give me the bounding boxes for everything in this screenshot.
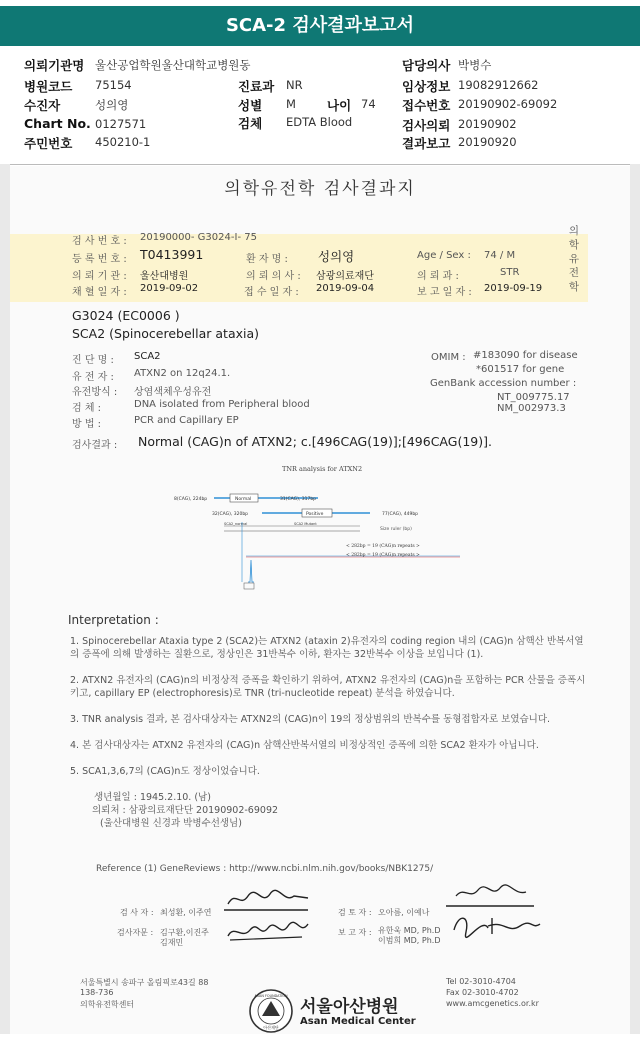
summary-value: 75154 bbox=[95, 78, 132, 92]
asan-foundation-seal bbox=[248, 988, 294, 1034]
normal-box-label: Normal bbox=[235, 497, 252, 502]
interpretation-item: 5. SCA1,3,6,7의 (CAG)n도 정상이었습니다. bbox=[70, 766, 260, 777]
tnr-label: 77(CAG), 449bp bbox=[382, 512, 419, 517]
collect-date: 2019-09-02 bbox=[140, 283, 199, 294]
age-sex: 74 / M bbox=[484, 250, 516, 261]
summary-label: 담당의사 bbox=[402, 58, 451, 73]
reviewer: 오아름, 이예나 bbox=[378, 908, 430, 917]
advisor-label: 검사자문 : bbox=[117, 928, 154, 937]
summary-label: 검체 bbox=[238, 116, 263, 131]
advisor-2: 김재민 bbox=[160, 938, 184, 947]
reviewer-signature bbox=[442, 882, 538, 912]
tester-label: 검 사 자 : bbox=[120, 908, 154, 917]
omim-gene: *601517 for gene bbox=[476, 364, 565, 375]
peak bbox=[248, 560, 254, 582]
report-date: 2019-09-19 bbox=[484, 283, 543, 294]
interpretation-item: 1. Spinocerebellar Ataxia type 2 (SCA2)는 ATXN2 (ataxin 2)유전자의 coding region 내의 (CAG)n 삼핵산 반복서열의 증폭에 의해 발생하는 질환으로, 정상인은 31반복수 이하, 환자는 32반복수 이상을 보입니다 (1). bbox=[70, 636, 584, 660]
summary-label: 의뢰기관명 bbox=[24, 58, 85, 73]
document-title: 의학유전학 검사결과지 bbox=[224, 179, 416, 199]
summary-value: 19082912662 bbox=[458, 78, 539, 92]
seal-bottom-text: 아산재단 bbox=[263, 1025, 279, 1030]
gene: ATXN2 on 12q24.1. bbox=[134, 368, 231, 379]
scan-edge-right bbox=[630, 164, 640, 1034]
method-label: 방 법 : bbox=[72, 419, 102, 430]
reporter-label: 보 고 자 : bbox=[338, 928, 372, 937]
scanned-report bbox=[10, 166, 630, 1034]
size-ruler-label: Size ruler (bp) bbox=[380, 527, 412, 532]
referrer: 의뢰처 : 삼광의료재단단 20190902-69092 bbox=[92, 805, 279, 816]
interpretation-heading: Interpretation : bbox=[68, 613, 159, 627]
tnr-label: 32(CAG), 320bp bbox=[212, 512, 249, 517]
summary-value: M bbox=[286, 97, 296, 111]
omim-label: OMIM : bbox=[431, 352, 466, 363]
collect-label: 채 혈 일 자 : bbox=[72, 287, 127, 298]
hospital-name-en: Asan Medical Center bbox=[300, 1016, 416, 1027]
gene-label: 유 전 자 : bbox=[72, 372, 114, 383]
summary-value: 0127571 bbox=[95, 117, 147, 131]
summary-label: 수진자 bbox=[24, 98, 61, 113]
summary-label: 병원코드 bbox=[24, 79, 73, 94]
ruler-normal-label: SCA2_normal bbox=[224, 522, 248, 526]
summary-value: EDTA Blood bbox=[286, 115, 353, 129]
reporter: 유한욱 MD, Ph.D bbox=[378, 926, 441, 935]
tester-signature bbox=[222, 886, 312, 916]
result-label: 검사결과 : bbox=[72, 440, 118, 451]
report-title: SCA-2 검사결과보고서 bbox=[0, 6, 640, 46]
genbank-nt: NT_009775.17 bbox=[497, 392, 570, 403]
tnr-title: TNR analysis for ATXN2 bbox=[282, 465, 363, 473]
summary-label: 임상정보 bbox=[402, 79, 451, 94]
birth-date: 생년월일 : 1945.2.10. (남) bbox=[94, 792, 211, 803]
advisor-signature bbox=[222, 916, 312, 946]
dx-label: 진 단 명 : bbox=[72, 355, 114, 366]
mode-label: 유전방식 : bbox=[72, 387, 118, 398]
summary-value: 20190920 bbox=[458, 135, 517, 149]
dx: SCA2 bbox=[134, 351, 161, 362]
summary-label: 성별 bbox=[238, 98, 263, 113]
summary-value: 성의영 bbox=[95, 98, 129, 112]
tester: 최성환, 이주연 bbox=[160, 908, 212, 917]
summary-label: Chart No. bbox=[24, 116, 91, 131]
summary-label: 검사의뢰 bbox=[402, 118, 451, 133]
interpretation-item: 4. 본 검사대상자는 ATXN2 유전자의 (CAG)n 삼핵산반복서열의 비정상적인 증폭에 의한 SCA2 환자가 아닙니다. bbox=[70, 740, 539, 751]
exam-no-label: 검 사 번 호 : bbox=[72, 236, 127, 247]
interpretation-item: 2. ATXN2 유전자의 (CAG)n의 비정상적 증폭을 확인하기 위하여, ATXN2 유전자의 (CAG)n을 포함하는 PCR 산물을 증폭시키고, capillary EP (electrophoresis)로 TNR (tri-nucleotide repeat) 분석을 하였습니다. bbox=[70, 675, 586, 699]
summary-label: 주민번호 bbox=[24, 136, 73, 151]
doctor: 삼광의료재단 bbox=[316, 271, 374, 282]
tnr-analysis-figure bbox=[170, 460, 480, 600]
advisor: 김구환,이진주 bbox=[160, 928, 209, 937]
method: PCR and Capillary EP bbox=[134, 415, 239, 426]
doctor-label: 의 뢰 의 사 : bbox=[246, 271, 301, 282]
summary-table bbox=[0, 54, 640, 160]
reviewer-label: 검 토 자 : bbox=[338, 908, 372, 917]
org-label: 의 뢰 기 관 : bbox=[72, 271, 127, 282]
interpretation bbox=[70, 614, 590, 830]
specimen-label: 검 체 : bbox=[72, 403, 102, 414]
specimen: DNA isolated from Peripheral blood bbox=[134, 399, 310, 410]
patient-name: 성의영 bbox=[318, 249, 355, 264]
test-name: SCA2 (Spinocerebellar ataxia) bbox=[72, 326, 260, 341]
divider bbox=[0, 164, 640, 165]
summary-value: 450210-1 bbox=[95, 135, 151, 149]
reporter-signature bbox=[448, 910, 544, 944]
website: www.amcgenetics.or.kr bbox=[446, 999, 539, 1008]
center-name: 의학유전학센터 bbox=[80, 1000, 135, 1009]
peak-marker bbox=[244, 583, 254, 589]
interpretation-item: 3. TNR analysis 결과, 본 검사대상자는 ATXN2의 (CAG)n이 19의 정상범위의 반복수를 동형접합자로 보였습니다. bbox=[70, 714, 551, 725]
genbank-nm: NM_002973.3 bbox=[497, 403, 566, 414]
genbank-label: GenBank accession number : bbox=[430, 378, 577, 389]
mode: 상염색체우성유전 bbox=[134, 387, 212, 398]
summary-value: NR bbox=[286, 78, 303, 92]
summary-value: 20190902-69092 bbox=[458, 97, 558, 111]
patient-label: 환 자 명 : bbox=[246, 254, 288, 265]
reference: Reference (1) GeneReviews : http://www.ncbi.nlm.nih.gov/books/NBK1275/ bbox=[96, 864, 434, 874]
reg-no-label: 등 록 번 호 : bbox=[72, 254, 127, 265]
receive-date: 2019-09-04 bbox=[316, 283, 375, 294]
summary-label: 접수번호 bbox=[402, 98, 451, 113]
ruler-mutant-label: SCA2 Mutant bbox=[294, 522, 317, 526]
dept-label: 의 뢰 과 : bbox=[417, 271, 459, 282]
address: 서울특별시 송파구 올림픽로43길 88 bbox=[80, 978, 209, 987]
reg-no: T0413991 bbox=[140, 247, 204, 262]
tel: Tel 02-3010-4704 bbox=[446, 977, 516, 986]
summary-value: 74 bbox=[361, 97, 376, 111]
side-label: 의 학 유 전 학 bbox=[568, 225, 580, 293]
dept: STR bbox=[500, 267, 520, 278]
tnr-label: 8(CAG), 224bp bbox=[174, 497, 208, 502]
summary-value: 울산공업학원울산대학교병원동 bbox=[95, 58, 251, 72]
test-code: G3024 (EC0006 ) bbox=[72, 308, 180, 323]
result-value: Normal (CAG)n of ATXN2; c.[496CAG(19)];[496CAG(19)]. bbox=[138, 434, 492, 449]
hospital-name-ko: 서울아산병원 bbox=[300, 997, 399, 1017]
reporter-2: 이범희 MD, Ph.D bbox=[378, 936, 441, 945]
receive-label: 접 수 일 자 : bbox=[244, 287, 299, 298]
summary-label: 나이 bbox=[327, 98, 352, 113]
summary-value: 20190902 bbox=[458, 117, 517, 131]
org: 울산대병원 bbox=[140, 271, 189, 282]
fax: Fax 02-3010-4702 bbox=[446, 988, 519, 997]
tnr-label: 31(CAG), 317bp bbox=[280, 497, 317, 502]
age-sex-label: Age / Sex : bbox=[417, 250, 471, 261]
summary-label: 진료과 bbox=[238, 79, 275, 94]
summary-label: 결과보고 bbox=[402, 136, 451, 151]
omim-disease: #183090 for disease bbox=[473, 350, 578, 361]
exam-no: 20190000- G3024-I- 75 bbox=[140, 232, 257, 243]
summary-value: 박병수 bbox=[458, 58, 492, 72]
seal-top-text: ASAN FOUNDATION bbox=[254, 994, 288, 998]
referrer-note: (울산대병원 신경과 박병수선생님) bbox=[100, 818, 242, 829]
repeat-note: < 282bp = 19 (CAG)n repeats > bbox=[346, 553, 420, 558]
postal-code: 138-736 bbox=[80, 988, 114, 997]
repeat-note: < 282bp = 19 (CAG)n repeats > bbox=[346, 544, 420, 549]
report-date-label: 보 고 일 자 : bbox=[417, 287, 472, 298]
positive-box-label: Positive bbox=[306, 512, 324, 517]
scan-edge-left bbox=[0, 164, 10, 1034]
